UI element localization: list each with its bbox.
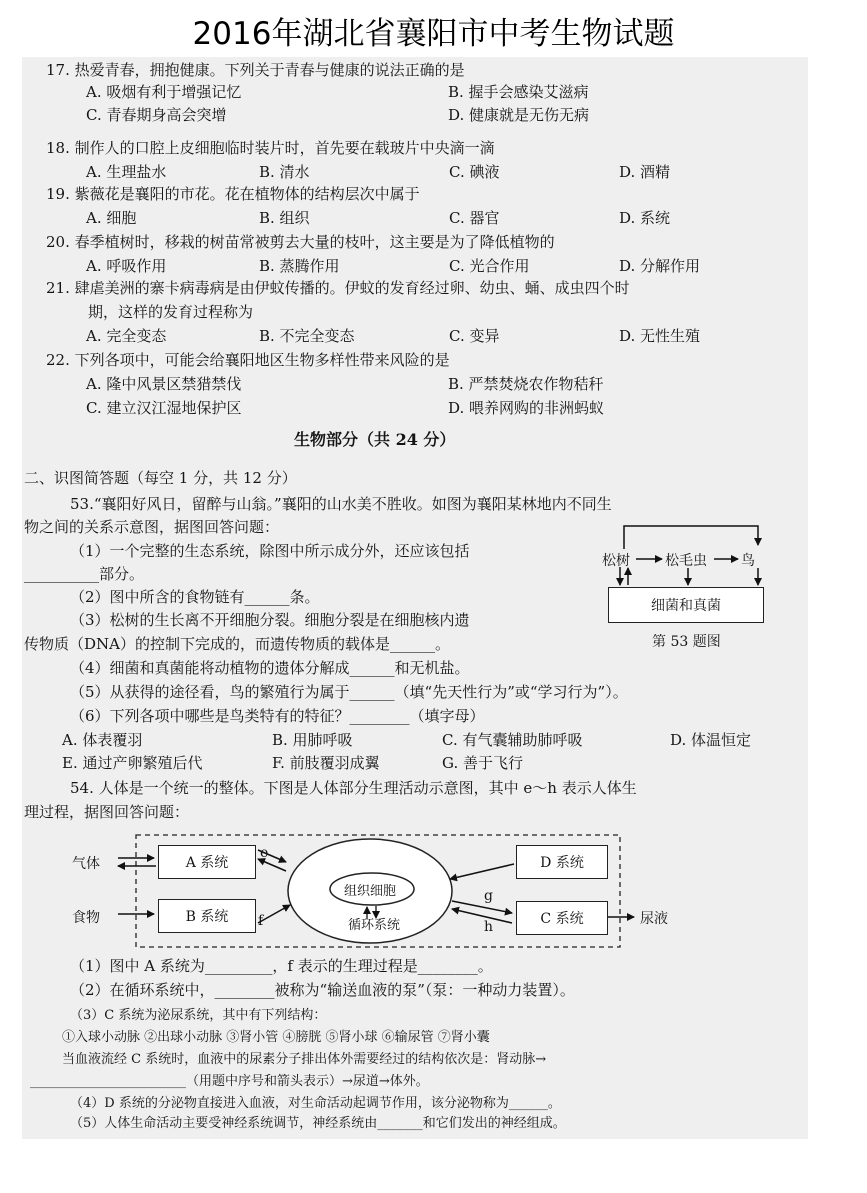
q22-stem: 22. 下列各项中，可能会给襄阳地区生物多样性带来风险的是 xyxy=(46,351,450,369)
process-f-label: f xyxy=(258,913,264,929)
q53-option-e: E. 通过产卵繁殖后代 xyxy=(62,754,203,772)
exam-scan xyxy=(22,57,808,1139)
q53-sub1: （1）一个完整的生态系统，除图中所示成分外，还应该包括 xyxy=(70,542,470,560)
q54-sub3-structures: ①入球小动脉 ②出球小动脉 ③肾小管 ④膀胱 ⑤肾小球 ⑥输尿管 ⑦肾小囊 xyxy=(62,1030,490,1045)
q19-option-c: C. 器官 xyxy=(449,209,500,227)
q53-option-d: D. 体温恒定 xyxy=(670,731,752,749)
q19-stem: 19. 紫薇花是襄阳的市花。花在植物体的结构层次中属于 xyxy=(46,185,420,203)
food-label: 食物 xyxy=(72,910,100,926)
q53-stem: 53.“襄阳好风日，留醉与山翁。”襄阳的山水美不胜收。如图为襄阳某林地内不同生 xyxy=(70,495,612,513)
q54-sub3-blank: ________________________（用题中序号和箭头表示）→尿道→体外。 xyxy=(30,1074,429,1089)
c-system-box: C 系统 xyxy=(516,901,608,935)
q53-option-g: G. 善于飞行 xyxy=(442,754,523,772)
q21-option-b: B. 不完全变态 xyxy=(259,327,355,345)
q18-option-d: D. 酒精 xyxy=(619,163,671,181)
q21-option-a: A. 完全变态 xyxy=(86,327,167,345)
q19-option-d: D. 系统 xyxy=(619,209,671,227)
q53-option-a: A. 体表覆羽 xyxy=(62,731,143,749)
q53-sub3-continued: 传物质（DNA）的控制下完成的，而遗传物质的载体是______。 xyxy=(24,635,450,653)
caterpillar-label: 松毛虫 xyxy=(665,553,707,569)
bird-label: 鸟 xyxy=(741,553,755,569)
q20-option-b: B. 蒸腾作用 xyxy=(259,257,340,275)
process-h-label: h xyxy=(484,919,494,935)
circulation-label: 循环系统 xyxy=(348,918,401,933)
q54-stem-continued: 理过程，据图回答问题： xyxy=(24,803,190,821)
q54-sub5: （5）人体生命活动主要受神经系统调节，神经系统由_______和它们发出的神经组成。 xyxy=(70,1116,566,1131)
q53-option-c: C. 有气囊辅助肺呼吸 xyxy=(442,731,583,749)
part-heading: 二、识图简答题（每空 1 分，共 12 分） xyxy=(24,469,297,487)
q17-option-d: D. 健康就是无伤无病 xyxy=(448,106,590,124)
q22-option-d: D. 喂养网购的非洲蚂蚁 xyxy=(448,399,605,417)
q17-stem: 17. 热爱青春，拥抱健康。下列关于青春与健康的说法正确的是 xyxy=(46,61,465,79)
q21-stem-continued: 期，这样的发育过程称为 xyxy=(88,303,254,321)
process-e-label: e xyxy=(260,845,269,861)
a-system-box: A 系统 xyxy=(158,845,256,879)
q18-option-c: C. 碘液 xyxy=(449,163,500,181)
q53-sub3: （3）松树的生长离不开细胞分裂。细胞分裂是在细胞核内遗 xyxy=(70,611,470,629)
q53-option-f: F. 前肢覆羽成翼 xyxy=(272,754,380,772)
q53-sub6: （6）下列各项中哪些是鸟类特有的特征？________（填字母） xyxy=(70,707,485,725)
q20-stem: 20. 春季植树时，移栽的树苗常被剪去大量的枝叶，这主要是为了降低植物的 xyxy=(46,233,555,251)
section-title: 生物部分（共 24 分） xyxy=(294,430,456,449)
figure-54-diagram xyxy=(22,57,808,1139)
q53-stem-continued: 物之间的关系示意图，据图回答问题： xyxy=(24,518,280,536)
q22-option-b: B. 严禁焚烧农作物秸秆 xyxy=(448,375,604,393)
q53-option-b: B. 用肺呼吸 xyxy=(272,731,353,749)
q20-option-c: C. 光合作用 xyxy=(449,257,530,275)
page-title: 2016年湖北省襄阳市中考生物试题 xyxy=(192,16,675,52)
decomposers-box: 细菌和真菌 xyxy=(608,587,764,623)
q53-sub4: （4）细菌和真菌能将动植物的遗体分解成______和无机盐。 xyxy=(70,659,470,677)
q53-sub1-blank: __________部分。 xyxy=(24,565,145,583)
gas-label: 气体 xyxy=(72,856,100,872)
q19-option-a: A. 细胞 xyxy=(86,209,137,227)
q54-sub1: （1）图中 A 系统为_________，f 表示的生理过程是________。 xyxy=(70,957,493,975)
q21-option-d: D. 无性生殖 xyxy=(619,327,701,345)
figure-53-caption: 第 53 题图 xyxy=(652,634,721,650)
b-system-box: B 系统 xyxy=(158,899,256,933)
q54-sub4: （4）D 系统的分泌物直接进入血液，对生命活动起调节作用，该分泌物称为______。 xyxy=(70,1096,561,1111)
q18-stem: 18. 制作人的口腔上皮细胞临时装片时，首先要在载玻片中央滴一滴 xyxy=(46,139,495,157)
urine-label: 尿液 xyxy=(640,911,668,927)
q54-sub3: （3）C 系统为泌尿系统，其中有下列结构： xyxy=(70,1008,327,1023)
q54-stem: 54. 人体是一个统一的整体。下图是人体部分生理活动示意图，其中 e～h 表示人体生 xyxy=(70,779,637,797)
q53-sub2: （2）图中所含的食物链有______条。 xyxy=(70,588,320,606)
q18-option-b: B. 清水 xyxy=(259,163,310,181)
q19-option-b: B. 组织 xyxy=(259,209,310,227)
q21-option-c: C. 变异 xyxy=(449,327,500,345)
q54-sub3-question: 当血液流经 C 系统时，血液中的尿素分子排出体外需要经过的结构依次是：肾动脉→ xyxy=(62,1052,547,1067)
q20-option-d: D. 分解作用 xyxy=(619,257,701,275)
q22-option-a: A. 隆中风景区禁猎禁伐 xyxy=(86,375,242,393)
q21-stem: 21. 肆虐美洲的寨卡病毒病是由伊蚊传播的。伊蚊的发育经过卵、幼虫、蛹、成虫四个时 xyxy=(46,279,630,297)
d-system-box: D 系统 xyxy=(516,845,608,879)
q22-option-c: C. 建立汉江湿地保护区 xyxy=(86,399,242,417)
q17-option-a: A. 吸烟有利于增强记忆 xyxy=(86,83,242,101)
q17-option-b: B. 握手会感染艾滋病 xyxy=(448,83,589,101)
q17-option-c: C. 青春期身高会突增 xyxy=(86,106,227,124)
q20-option-a: A. 呼吸作用 xyxy=(86,257,167,275)
q53-sub5: （5）从获得的途径看，鸟的繁殖行为属于______（填“先天性行为”或“学习行为”）。 xyxy=(70,683,628,701)
tissue-cells-label: 组织细胞 xyxy=(344,884,397,899)
process-g-label: g xyxy=(484,888,493,904)
q54-sub2: （2）在循环系统中，________被称为“输送血液的泵”（泵：一种动力装置）。 xyxy=(70,981,575,999)
q18-option-a: A. 生理盐水 xyxy=(86,163,167,181)
pine-label: 松树 xyxy=(602,553,630,569)
